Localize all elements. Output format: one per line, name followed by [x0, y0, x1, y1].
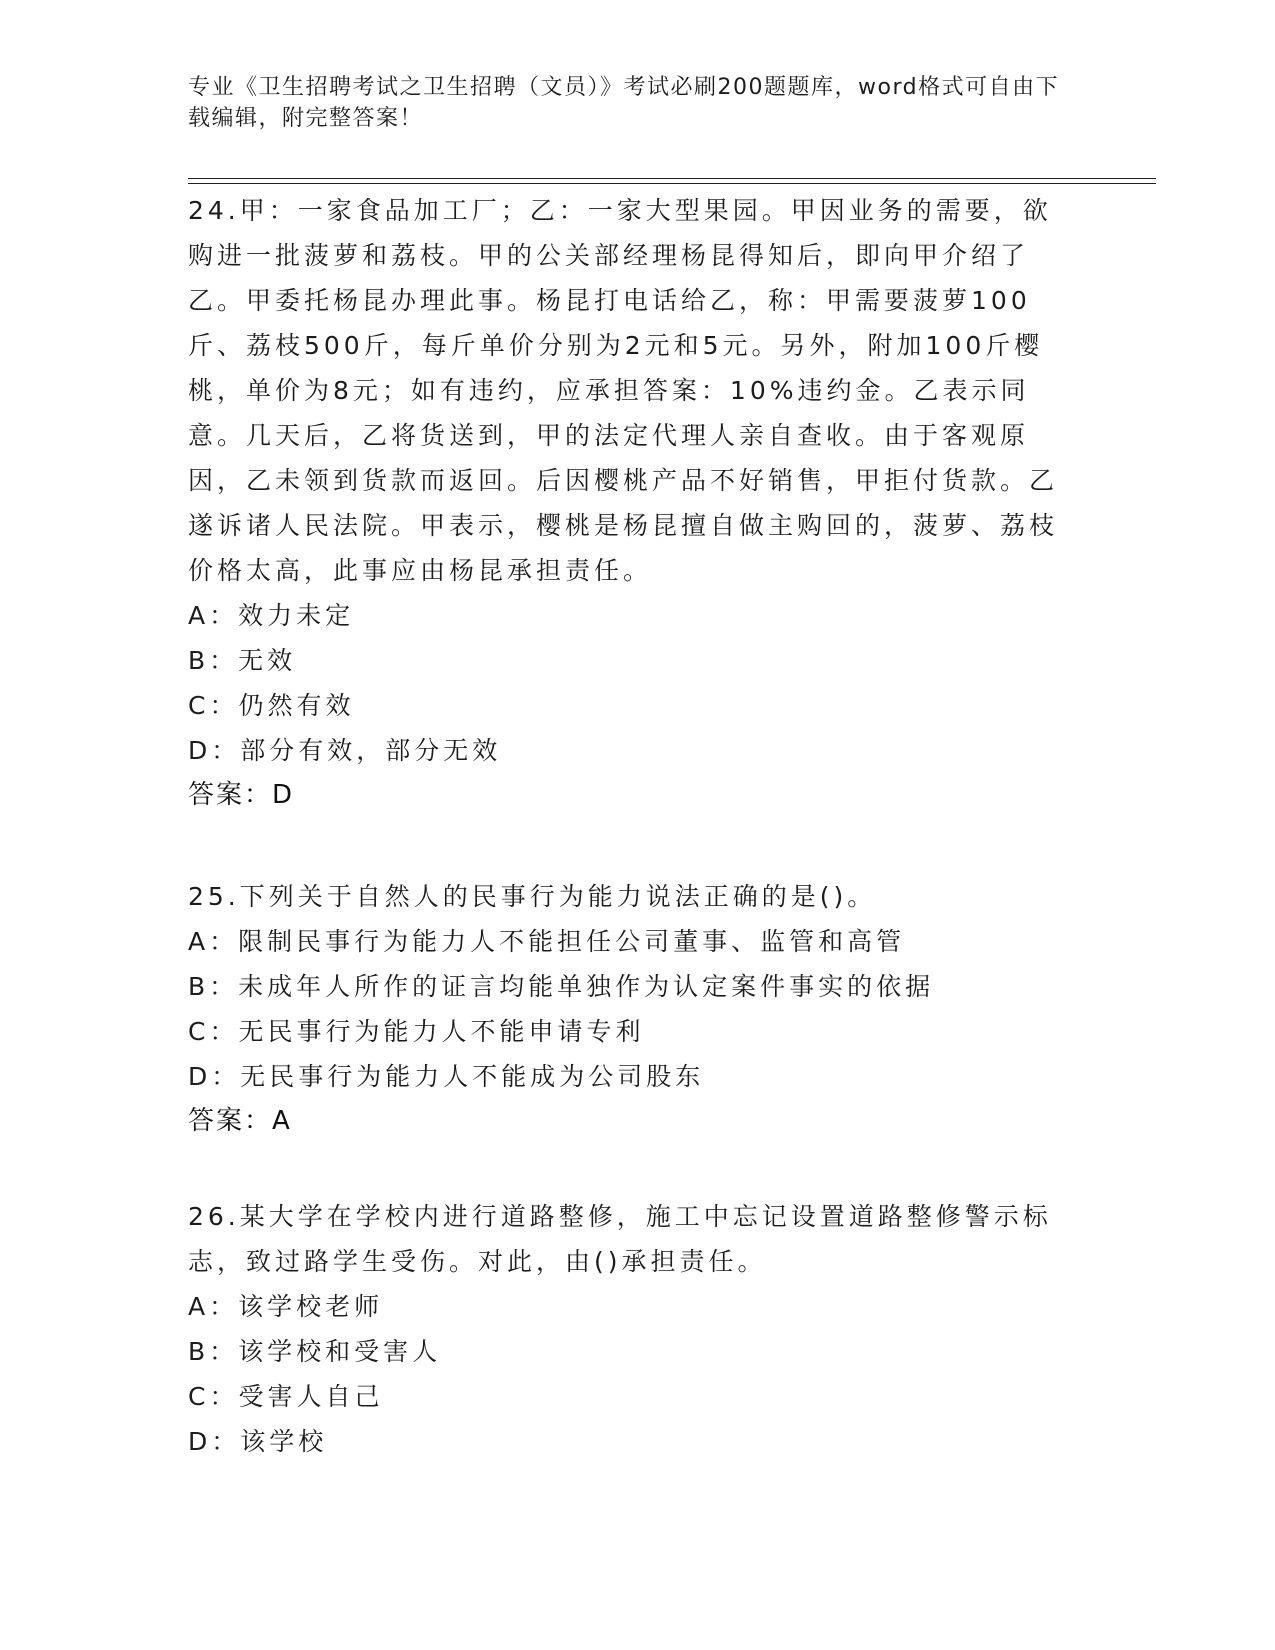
question-text: 25.下列关于自然人的民事行为能力说法正确的是()。 — [188, 882, 877, 911]
question-26 — [188, 1194, 1078, 1464]
option-a: A：效力未定 — [188, 601, 355, 630]
question-text: 26.某大学在学校内进行道路整修，施工中忘记设置道路整修警示标志，致过路学生受伤。对此，由()承担责任。 — [188, 1202, 1052, 1276]
option-c: C：仍然有效 — [188, 691, 355, 720]
question-text: 24.甲：一家食品加工厂；乙：一家大型果园。甲因业务的需要，欲购进一批菠萝和荔枝。甲的公关部经理杨昆得知后，即向甲介绍了乙。甲委托杨昆办理此事。杨昆打电话给乙，称：甲需要菠萝100斤、荔枝500斤，每斤单价分别为2元和5元。另外，附加100斤樱桃，单价为8元；如有违约，应承担答案：10%违约金。乙表示同意。几天后，乙将货送到，甲的法定代理人亲自查收。由于客观原因，乙未领到货款而返回。后因樱桃产品不好销售，甲拒付货款。乙遂诉诸人民法院。甲表示，樱桃是杨昆擅自做主购回的，菠萝、荔枝价格太高，此事应由杨昆承担责任。 — [188, 196, 1059, 585]
answer-label: 答案：D — [188, 780, 295, 810]
question-24 — [188, 188, 1078, 818]
option-c: C：受害人自己 — [188, 1382, 384, 1411]
option-d: D：该学校 — [188, 1427, 328, 1456]
document-header-title: 专业《卫生招聘考试之卫生招聘（文员）》考试必刷200题题库，word格式可自由下载编辑，附完整答案！ — [188, 75, 1060, 131]
option-a: A：限制民事行为能力人不能担任公司董事、监管和高管 — [188, 927, 906, 956]
option-d: D：无民事行为能力人不能成为公司股东 — [188, 1062, 705, 1091]
answer-label: 答案：A — [188, 1106, 292, 1136]
question-25 — [188, 874, 1078, 1144]
option-c: C：无民事行为能力人不能申请专利 — [188, 1017, 645, 1046]
option-b: B：该学校和受害人 — [188, 1337, 442, 1366]
header-divider-bottom — [188, 183, 1156, 184]
option-b: B：无效 — [188, 646, 297, 675]
option-b: B：未成年人所作的证言均能单独作为认定案件事实的依据 — [188, 972, 935, 1001]
option-d: D：部分有效，部分无效 — [188, 736, 502, 765]
header-divider-top — [188, 178, 1156, 179]
option-a: A：该学校老师 — [188, 1292, 384, 1321]
